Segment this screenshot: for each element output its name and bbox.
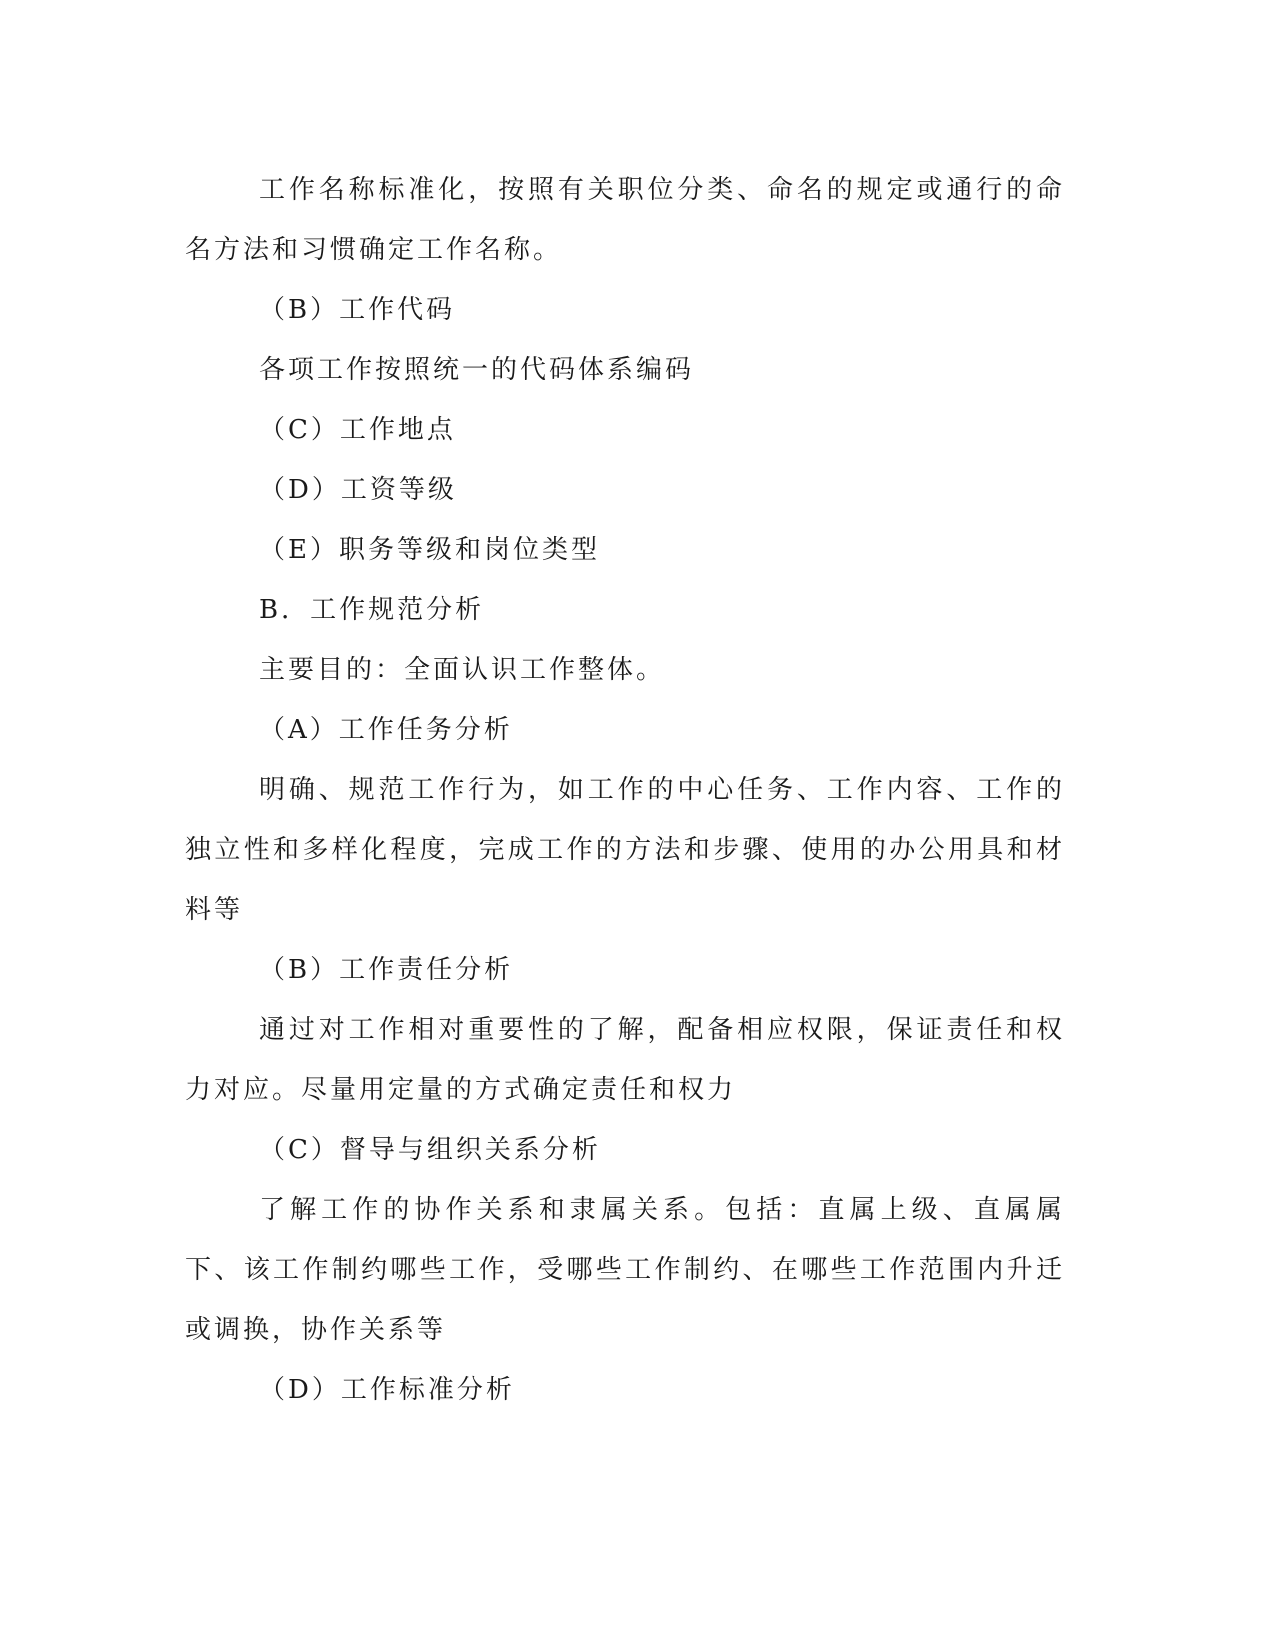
paragraph-task-analysis: 明确、规范工作行为，如工作的中心任务、工作内容、工作的独立性和多样化程度，完成工作的方法和步骤、使用的办公用具和材料等: [185, 775, 1065, 925]
heading-job-code: （B）工作代码: [259, 295, 456, 325]
heading-standard-analysis: （D）工作标准分析: [259, 1375, 515, 1405]
heading-wage-grade: （D）工资等级: [259, 475, 457, 505]
heading-responsibility-analysis: （B）工作责任分析: [259, 955, 514, 985]
paragraph-job-code: 各项工作按照统一的代码体系编码: [259, 355, 695, 385]
heading-job-location: （C）工作地点: [259, 415, 456, 445]
paragraph-job-title-standardization: 工作名称标准化，按照有关职位分类、命名的规定或通行的命名方法和习惯确定工作名称。: [185, 175, 1065, 265]
paragraph-main-purpose: 主要目的：全面认识工作整体。: [259, 655, 666, 685]
heading-position-grade: （E）职务等级和岗位类型: [259, 535, 600, 565]
paragraph-responsibility-analysis: 通过对工作相对重要性的了解，配备相应权限，保证责任和权力对应。尽量用定量的方式确定责任和权力: [185, 1015, 1065, 1105]
paragraph-supervision-analysis: 了解工作的协作关系和隶属关系。包括：直属上级、直属属下、该工作制约哪些工作，受哪些工作制约、在哪些工作范围内升迁或调换，协作关系等: [185, 1195, 1065, 1345]
heading-task-analysis: （A）工作任务分析: [259, 715, 513, 745]
section-heading-job-specification: B．工作规范分析: [259, 595, 485, 625]
document-body: [185, 160, 1065, 1420]
heading-supervision-analysis: （C）督导与组织关系分析: [259, 1135, 601, 1165]
